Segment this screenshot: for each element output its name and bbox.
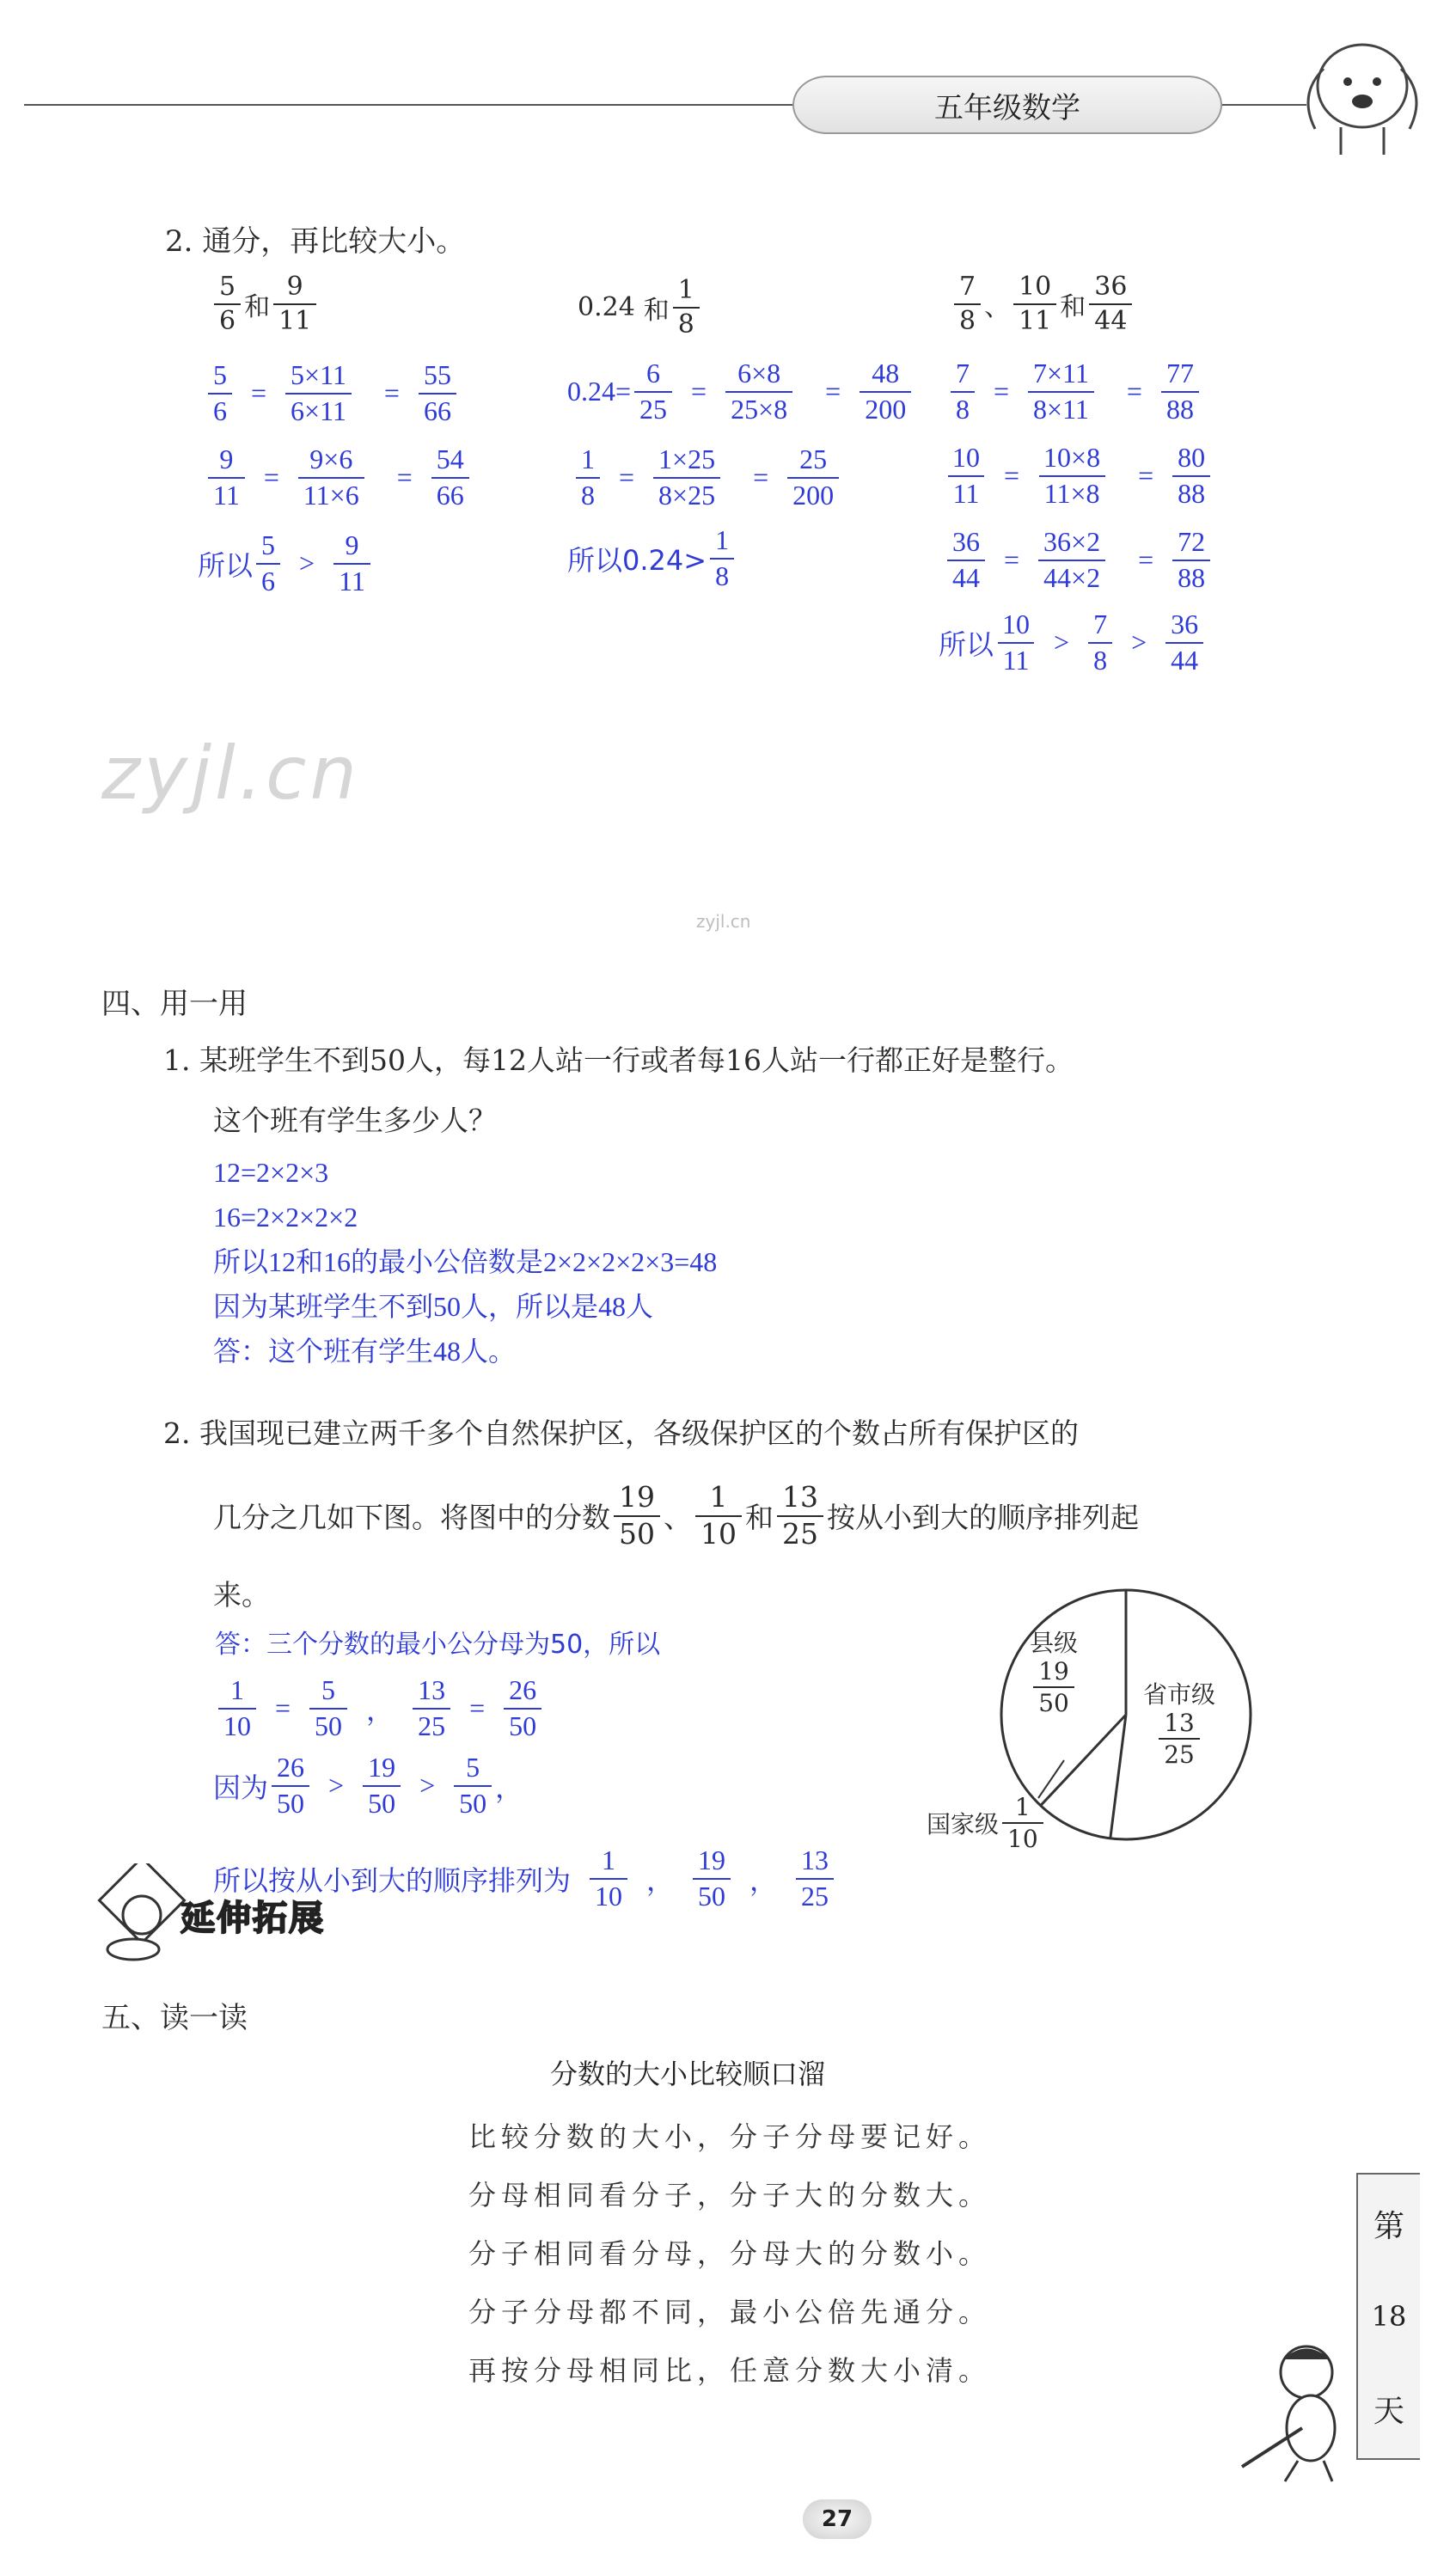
col3-line3: $\frac{36}{44}$ = $\frac{36\times 2}{44\times 2}$ = $\frac{72}{88}$: [944, 528, 1214, 592]
problem-1-line1: 1. 某班学生不到50人，每12人站一行或者每16人站一行都正好是整行。: [163, 1043, 1074, 1077]
col1-line1: $\frac{5}{6}$ = $\frac{5\times 11}{6\times 11}$ = $\frac{55}{66}$: [205, 361, 460, 425]
mascot-with-bat-icon: [1225, 2334, 1371, 2488]
extension-mascot-icon: [95, 1863, 189, 1967]
col1-line2: $\frac{9}{11}$ = $\frac{9\times 6}{11\times 6}$ = $\frac{54}{66}$: [205, 445, 473, 510]
page-number: 27: [803, 2499, 872, 2539]
section-5-heading: 五、读一读: [101, 2001, 248, 2035]
header-title: 五年级数学: [792, 76, 1222, 134]
col2-line1: 0.24= $\frac{6}{25}$ = $\frac{6\times 8}{25\times 8}$ = $\frac{48}{200}$: [567, 359, 915, 424]
col2-question: 0.24 和 $\frac{1}{8}$: [578, 277, 703, 338]
pie-label-province: 省市级 $\frac{13}{25}$: [1143, 1680, 1216, 1770]
problem-2-line1: 2. 我国现已建立两千多个自然保护区，各级保护区的个数占所有保护区的: [163, 1416, 1079, 1450]
problem-2-line2: 几分之几如下图。将图中的分数 $\frac{19}{50}$ 、 $\frac{1}{10}$ 和 $\frac{13}{25}$ 按从小到大的顺序排列起: [213, 1480, 1139, 1551]
pie-divider-county-national: [1041, 1715, 1126, 1806]
day-tab: 第 18 天: [1356, 2173, 1420, 2460]
problem-1-answer: 12=2×2×3 16=2×2×2×2 所以12和16的最小公倍数是2×2×2×2×3=48 因为某班学生不到50人，所以是48人 答：这个班有学生48人。: [213, 1157, 718, 1367]
fraction: $\frac{5}{6}$: [214, 273, 241, 334]
extension-banner: 延伸拓展: [180, 1899, 325, 1938]
poem-body: [468, 2107, 991, 2400]
problem-2-line3: 来。: [213, 1578, 270, 1612]
problem-2-answer-line1: 答：三个分数的最小公分母为50，所以: [215, 1630, 661, 1660]
col3-line1: $\frac{7}{8}$ = $\frac{7\times 11}{8\times 11}$ = $\frac{77}{88}$: [947, 359, 1202, 424]
problem-2-answer-line3: 因为 $\frac{26}{50}$ > $\frac{19}{50}$ > $\frac{5}{50}$ ，: [213, 1752, 523, 1819]
pie-divider-province-national: [1110, 1715, 1126, 1838]
col3-conclusion: 所以 $\frac{10}{11}$ > $\frac{7}{8}$ > $\frac{36}{44}$: [939, 610, 1207, 675]
col3-line2: $\frac{10}{11}$ = $\frac{10\times 8}{11\times 8}$ = $\frac{80}{88}$: [944, 444, 1214, 508]
puppy-mascot-icon: [1289, 26, 1435, 163]
poem-line: 分子相同看分母，分母大的分数小。: [468, 2237, 992, 2270]
problem-2-answer-line4: 所以按从小到大的顺序排列为 $\frac{1}{10}$ ， $\frac{19}{50}$ ， $\frac{13}{25}$: [213, 1846, 837, 1911]
poem-line: 分母相同看分子，分子大的分数大。: [468, 2179, 992, 2211]
problem-2-answer-line2: $\frac{1}{10}$ = $\frac{5}{50}$ ， $\frac{13}{25}$ = $\frac{26}{50}$: [215, 1676, 545, 1740]
national-leader-line: [1038, 1760, 1064, 1798]
poem-line: 分子分母都不同，最小公倍先通分。: [468, 2296, 992, 2328]
pie-label-national: 国家级 $\frac{1}{10}$: [927, 1795, 1047, 1852]
poem-line: 再按分母相同比，任意分数大小清。: [468, 2354, 992, 2387]
col3-question: $\frac{7}{8}$ 、 $\frac{10}{11}$ 和 $\frac{36}{44}$: [951, 273, 1135, 334]
poem-title: 分数的大小比较顺口溜: [550, 2058, 826, 2090]
problem-2-heading: 2. 通分，再比较大小。: [165, 224, 466, 259]
section-4-heading: 四、用一用: [101, 987, 248, 1021]
watermark-small: zyjl.cn: [696, 911, 751, 932]
col1-question: $\frac{5}{6}$ 和 $\frac{9}{11}$: [211, 273, 320, 334]
poem-line: 比较分数的大小，分子分母要记好。: [468, 2120, 992, 2153]
problem-1-line2: 这个班有学生多少人？: [213, 1104, 497, 1137]
watermark-large: zyjl.cn: [101, 731, 360, 817]
col1-conclusion: 所以 $\frac{5}{6}$ > $\frac{9}{11}$: [198, 531, 374, 596]
col2-conclusion: 所以0.24> $\frac{1}{8}$: [567, 526, 737, 590]
header-rule: [24, 104, 815, 106]
fraction: $\frac{9}{11}$: [273, 273, 316, 334]
col2-line2: $\frac{1}{8}$ = $\frac{1\times 25}{8\times 25}$ = $\frac{25}{200}$: [572, 445, 842, 510]
pie-label-county: 县级 $\frac{19}{50}$: [1030, 1629, 1079, 1718]
